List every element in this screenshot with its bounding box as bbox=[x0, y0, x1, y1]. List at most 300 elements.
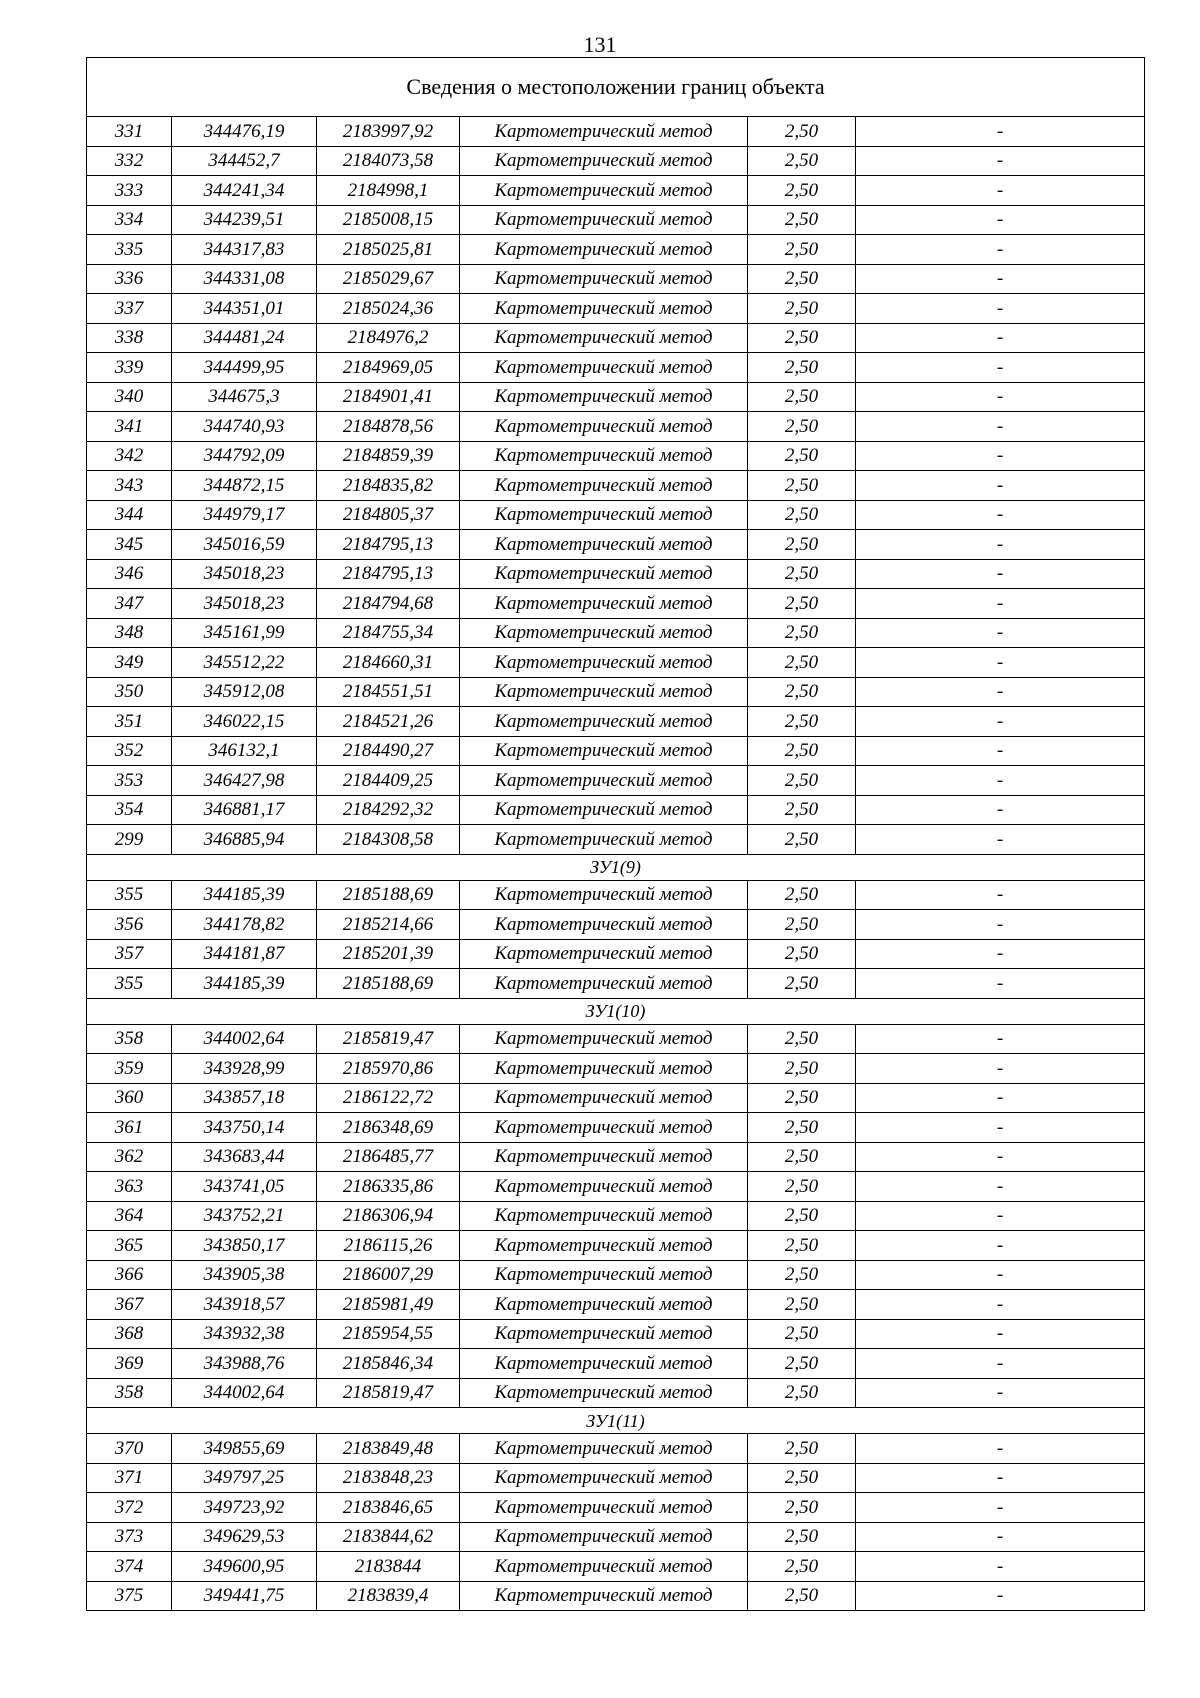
point-number-cell: 361 bbox=[87, 1113, 172, 1143]
point-number-cell: 364 bbox=[87, 1201, 172, 1231]
method-cell: Картометрический метод bbox=[460, 441, 748, 471]
point-number-cell: 366 bbox=[87, 1260, 172, 1290]
section-row bbox=[87, 998, 1145, 1024]
x-coordinate-cell: 344675,3 bbox=[172, 382, 317, 412]
x-coordinate-cell: 343683,44 bbox=[172, 1142, 317, 1172]
y-coordinate-cell: 2184795,13 bbox=[317, 559, 460, 589]
table-row bbox=[87, 117, 1145, 147]
accuracy-cell: 2,50 bbox=[748, 1552, 856, 1582]
description-cell: - bbox=[856, 1024, 1145, 1054]
x-coordinate-cell: 344178,82 bbox=[172, 910, 317, 940]
y-coordinate-cell: 2183844 bbox=[317, 1552, 460, 1582]
y-coordinate-cell: 2186007,29 bbox=[317, 1260, 460, 1290]
y-coordinate-cell: 2185819,47 bbox=[317, 1024, 460, 1054]
x-coordinate-cell: 349797,25 bbox=[172, 1463, 317, 1493]
point-number-cell: 367 bbox=[87, 1290, 172, 1320]
accuracy-cell: 2,50 bbox=[748, 910, 856, 940]
accuracy-cell: 2,50 bbox=[748, 1142, 856, 1172]
method-cell: Картометрический метод bbox=[460, 1290, 748, 1320]
accuracy-cell: 2,50 bbox=[748, 677, 856, 707]
y-coordinate-cell: 2184073,58 bbox=[317, 146, 460, 176]
accuracy-cell: 2,50 bbox=[748, 618, 856, 648]
method-cell: Картометрический метод bbox=[460, 1024, 748, 1054]
section-label: ЗУ1(11) bbox=[87, 1408, 1145, 1434]
table-row bbox=[87, 205, 1145, 235]
accuracy-cell: 2,50 bbox=[748, 795, 856, 825]
x-coordinate-cell: 344181,87 bbox=[172, 939, 317, 969]
table-row bbox=[87, 1290, 1145, 1320]
table-row bbox=[87, 677, 1145, 707]
description-cell: - bbox=[856, 736, 1145, 766]
accuracy-cell: 2,50 bbox=[748, 1231, 856, 1261]
table-row bbox=[87, 1434, 1145, 1464]
point-number-cell: 346 bbox=[87, 559, 172, 589]
accuracy-cell: 2,50 bbox=[748, 1083, 856, 1113]
table-row bbox=[87, 1552, 1145, 1582]
description-cell: - bbox=[856, 264, 1145, 294]
table-row bbox=[87, 441, 1145, 471]
table-row bbox=[87, 1378, 1145, 1408]
method-cell: Картометрический метод bbox=[460, 530, 748, 560]
x-coordinate-cell: 344476,19 bbox=[172, 117, 317, 147]
point-number-cell: 331 bbox=[87, 117, 172, 147]
method-cell: Картометрический метод bbox=[460, 1522, 748, 1552]
x-coordinate-cell: 343918,57 bbox=[172, 1290, 317, 1320]
method-cell: Картометрический метод bbox=[460, 825, 748, 855]
x-coordinate-cell: 343928,99 bbox=[172, 1054, 317, 1084]
x-coordinate-cell: 345018,23 bbox=[172, 589, 317, 619]
method-cell: Картометрический метод bbox=[460, 1434, 748, 1464]
accuracy-cell: 2,50 bbox=[748, 146, 856, 176]
description-cell: - bbox=[856, 1172, 1145, 1202]
x-coordinate-cell: 349723,92 bbox=[172, 1493, 317, 1523]
point-number-cell: 365 bbox=[87, 1231, 172, 1261]
method-cell: Картометрический метод bbox=[460, 1319, 748, 1349]
description-cell: - bbox=[856, 1142, 1145, 1172]
description-cell: - bbox=[856, 1463, 1145, 1493]
x-coordinate-cell: 345018,23 bbox=[172, 559, 317, 589]
table-row bbox=[87, 471, 1145, 501]
table-row bbox=[87, 1083, 1145, 1113]
x-coordinate-cell: 343752,21 bbox=[172, 1201, 317, 1231]
table-row bbox=[87, 1142, 1145, 1172]
accuracy-cell: 2,50 bbox=[748, 382, 856, 412]
y-coordinate-cell: 2184292,32 bbox=[317, 795, 460, 825]
accuracy-cell: 2,50 bbox=[748, 235, 856, 265]
accuracy-cell: 2,50 bbox=[748, 589, 856, 619]
x-coordinate-cell: 346885,94 bbox=[172, 825, 317, 855]
method-cell: Картометрический метод bbox=[460, 1493, 748, 1523]
description-cell: - bbox=[856, 1493, 1145, 1523]
table-row bbox=[87, 825, 1145, 855]
description-cell: - bbox=[856, 1552, 1145, 1582]
description-cell: - bbox=[856, 323, 1145, 353]
method-cell: Картометрический метод bbox=[460, 412, 748, 442]
description-cell: - bbox=[856, 471, 1145, 501]
point-number-cell: 354 bbox=[87, 795, 172, 825]
point-number-cell: 344 bbox=[87, 500, 172, 530]
y-coordinate-cell: 2183839,4 bbox=[317, 1581, 460, 1611]
x-coordinate-cell: 344740,93 bbox=[172, 412, 317, 442]
accuracy-cell: 2,50 bbox=[748, 825, 856, 855]
x-coordinate-cell: 343850,17 bbox=[172, 1231, 317, 1261]
table-row bbox=[87, 969, 1145, 999]
description-cell: - bbox=[856, 235, 1145, 265]
x-coordinate-cell: 344185,39 bbox=[172, 880, 317, 910]
method-cell: Картометрический метод bbox=[460, 353, 748, 383]
method-cell: Картометрический метод bbox=[460, 589, 748, 619]
point-number-cell: 348 bbox=[87, 618, 172, 648]
section-label: ЗУ1(10) bbox=[87, 998, 1145, 1024]
x-coordinate-cell: 343905,38 bbox=[172, 1260, 317, 1290]
point-number-cell: 341 bbox=[87, 412, 172, 442]
description-cell: - bbox=[856, 530, 1145, 560]
y-coordinate-cell: 2184409,25 bbox=[317, 766, 460, 796]
point-number-cell: 355 bbox=[87, 880, 172, 910]
accuracy-cell: 2,50 bbox=[748, 648, 856, 678]
point-number-cell: 342 bbox=[87, 441, 172, 471]
y-coordinate-cell: 2184490,27 bbox=[317, 736, 460, 766]
y-coordinate-cell: 2184859,39 bbox=[317, 441, 460, 471]
y-coordinate-cell: 2184969,05 bbox=[317, 353, 460, 383]
y-coordinate-cell: 2185846,34 bbox=[317, 1349, 460, 1379]
accuracy-cell: 2,50 bbox=[748, 766, 856, 796]
method-cell: Картометрический метод bbox=[460, 1113, 748, 1143]
point-number-cell: 353 bbox=[87, 766, 172, 796]
table-row bbox=[87, 648, 1145, 678]
y-coordinate-cell: 2183849,48 bbox=[317, 1434, 460, 1464]
x-coordinate-cell: 346881,17 bbox=[172, 795, 317, 825]
point-number-cell: 369 bbox=[87, 1349, 172, 1379]
description-cell: - bbox=[856, 559, 1145, 589]
method-cell: Картометрический метод bbox=[460, 500, 748, 530]
point-number-cell: 355 bbox=[87, 969, 172, 999]
method-cell: Картометрический метод bbox=[460, 235, 748, 265]
description-cell: - bbox=[856, 1113, 1145, 1143]
x-coordinate-cell: 343932,38 bbox=[172, 1319, 317, 1349]
method-cell: Картометрический метод bbox=[460, 1054, 748, 1084]
description-cell: - bbox=[856, 939, 1145, 969]
point-number-cell: 372 bbox=[87, 1493, 172, 1523]
method-cell: Картометрический метод bbox=[460, 294, 748, 324]
x-coordinate-cell: 344481,24 bbox=[172, 323, 317, 353]
accuracy-cell: 2,50 bbox=[748, 559, 856, 589]
x-coordinate-cell: 344241,34 bbox=[172, 176, 317, 206]
accuracy-cell: 2,50 bbox=[748, 1054, 856, 1084]
accuracy-cell: 2,50 bbox=[748, 264, 856, 294]
x-coordinate-cell: 344002,64 bbox=[172, 1378, 317, 1408]
description-cell: - bbox=[856, 441, 1145, 471]
table-row bbox=[87, 1054, 1145, 1084]
accuracy-cell: 2,50 bbox=[748, 117, 856, 147]
x-coordinate-cell: 346022,15 bbox=[172, 707, 317, 737]
point-number-cell: 362 bbox=[87, 1142, 172, 1172]
table-title-row bbox=[87, 58, 1145, 117]
y-coordinate-cell: 2184976,2 bbox=[317, 323, 460, 353]
method-cell: Картометрический метод bbox=[460, 146, 748, 176]
table-row bbox=[87, 1201, 1145, 1231]
y-coordinate-cell: 2184794,68 bbox=[317, 589, 460, 619]
description-cell: - bbox=[856, 969, 1145, 999]
method-cell: Картометрический метод bbox=[460, 648, 748, 678]
description-cell: - bbox=[856, 910, 1145, 940]
method-cell: Картометрический метод bbox=[460, 795, 748, 825]
table-row bbox=[87, 766, 1145, 796]
y-coordinate-cell: 2185214,66 bbox=[317, 910, 460, 940]
accuracy-cell: 2,50 bbox=[748, 969, 856, 999]
accuracy-cell: 2,50 bbox=[748, 205, 856, 235]
description-cell: - bbox=[856, 795, 1145, 825]
table-row bbox=[87, 176, 1145, 206]
point-number-cell: 333 bbox=[87, 176, 172, 206]
description-cell: - bbox=[856, 677, 1145, 707]
description-cell: - bbox=[856, 500, 1145, 530]
point-number-cell: 339 bbox=[87, 353, 172, 383]
method-cell: Картометрический метод bbox=[460, 559, 748, 589]
accuracy-cell: 2,50 bbox=[748, 323, 856, 353]
accuracy-cell: 2,50 bbox=[748, 441, 856, 471]
point-number-cell: 334 bbox=[87, 205, 172, 235]
table-row bbox=[87, 382, 1145, 412]
y-coordinate-cell: 2185008,15 bbox=[317, 205, 460, 235]
table-row bbox=[87, 618, 1145, 648]
point-number-cell: 338 bbox=[87, 323, 172, 353]
section-row bbox=[87, 1408, 1145, 1434]
accuracy-cell: 2,50 bbox=[748, 1260, 856, 1290]
description-cell: - bbox=[856, 880, 1145, 910]
y-coordinate-cell: 2184308,58 bbox=[317, 825, 460, 855]
method-cell: Картометрический метод bbox=[460, 176, 748, 206]
method-cell: Картометрический метод bbox=[460, 1463, 748, 1493]
method-cell: Картометрический метод bbox=[460, 264, 748, 294]
x-coordinate-cell: 344872,15 bbox=[172, 471, 317, 501]
description-cell: - bbox=[856, 589, 1145, 619]
y-coordinate-cell: 2184901,41 bbox=[317, 382, 460, 412]
method-cell: Картометрический метод bbox=[460, 471, 748, 501]
method-cell: Картометрический метод bbox=[460, 382, 748, 412]
y-coordinate-cell: 2184795,13 bbox=[317, 530, 460, 560]
method-cell: Картометрический метод bbox=[460, 1552, 748, 1582]
description-cell: - bbox=[856, 353, 1145, 383]
point-number-cell: 337 bbox=[87, 294, 172, 324]
method-cell: Картометрический метод bbox=[460, 1349, 748, 1379]
point-number-cell: 299 bbox=[87, 825, 172, 855]
table-row bbox=[87, 1463, 1145, 1493]
x-coordinate-cell: 349441,75 bbox=[172, 1581, 317, 1611]
description-cell: - bbox=[856, 618, 1145, 648]
method-cell: Картометрический метод bbox=[460, 969, 748, 999]
accuracy-cell: 2,50 bbox=[748, 939, 856, 969]
point-number-cell: 358 bbox=[87, 1378, 172, 1408]
table-row bbox=[87, 795, 1145, 825]
point-number-cell: 359 bbox=[87, 1054, 172, 1084]
description-cell: - bbox=[856, 1201, 1145, 1231]
table-row bbox=[87, 1231, 1145, 1261]
accuracy-cell: 2,50 bbox=[748, 294, 856, 324]
point-number-cell: 347 bbox=[87, 589, 172, 619]
y-coordinate-cell: 2185025,81 bbox=[317, 235, 460, 265]
accuracy-cell: 2,50 bbox=[748, 1522, 856, 1552]
point-number-cell: 374 bbox=[87, 1552, 172, 1582]
y-coordinate-cell: 2186348,69 bbox=[317, 1113, 460, 1143]
accuracy-cell: 2,50 bbox=[748, 880, 856, 910]
point-number-cell: 368 bbox=[87, 1319, 172, 1349]
point-number-cell: 375 bbox=[87, 1581, 172, 1611]
accuracy-cell: 2,50 bbox=[748, 1172, 856, 1202]
description-cell: - bbox=[856, 382, 1145, 412]
point-number-cell: 349 bbox=[87, 648, 172, 678]
point-number-cell: 356 bbox=[87, 910, 172, 940]
x-coordinate-cell: 344351,01 bbox=[172, 294, 317, 324]
description-cell: - bbox=[856, 825, 1145, 855]
table-row bbox=[87, 939, 1145, 969]
x-coordinate-cell: 345512,22 bbox=[172, 648, 317, 678]
table-row bbox=[87, 1172, 1145, 1202]
x-coordinate-cell: 344239,51 bbox=[172, 205, 317, 235]
table-row bbox=[87, 1319, 1145, 1349]
y-coordinate-cell: 2186485,77 bbox=[317, 1142, 460, 1172]
y-coordinate-cell: 2186306,94 bbox=[317, 1201, 460, 1231]
point-number-cell: 340 bbox=[87, 382, 172, 412]
method-cell: Картометрический метод bbox=[460, 677, 748, 707]
method-cell: Картометрический метод bbox=[460, 880, 748, 910]
y-coordinate-cell: 2183997,92 bbox=[317, 117, 460, 147]
x-coordinate-cell: 344979,17 bbox=[172, 500, 317, 530]
description-cell: - bbox=[856, 1434, 1145, 1464]
point-number-cell: 345 bbox=[87, 530, 172, 560]
accuracy-cell: 2,50 bbox=[748, 1024, 856, 1054]
y-coordinate-cell: 2185029,67 bbox=[317, 264, 460, 294]
y-coordinate-cell: 2185201,39 bbox=[317, 939, 460, 969]
point-number-cell: 358 bbox=[87, 1024, 172, 1054]
page-number: 131 bbox=[583, 32, 617, 57]
description-cell: - bbox=[856, 1378, 1145, 1408]
x-coordinate-cell: 344331,08 bbox=[172, 264, 317, 294]
table-row bbox=[87, 530, 1145, 560]
y-coordinate-cell: 2185188,69 bbox=[317, 969, 460, 999]
x-coordinate-cell: 345161,99 bbox=[172, 618, 317, 648]
section-label: ЗУ1(9) bbox=[87, 854, 1145, 880]
y-coordinate-cell: 2186122,72 bbox=[317, 1083, 460, 1113]
table-row bbox=[87, 412, 1145, 442]
y-coordinate-cell: 2185024,36 bbox=[317, 294, 460, 324]
table-row bbox=[87, 1260, 1145, 1290]
description-cell: - bbox=[856, 1581, 1145, 1611]
x-coordinate-cell: 344317,83 bbox=[172, 235, 317, 265]
method-cell: Картометрический метод bbox=[460, 1260, 748, 1290]
method-cell: Картометрический метод bbox=[460, 1581, 748, 1611]
section-row bbox=[87, 854, 1145, 880]
table-row bbox=[87, 146, 1145, 176]
point-number-cell: 352 bbox=[87, 736, 172, 766]
method-cell: Картометрический метод bbox=[460, 766, 748, 796]
table-row bbox=[87, 589, 1145, 619]
x-coordinate-cell: 343988,76 bbox=[172, 1349, 317, 1379]
y-coordinate-cell: 2184835,82 bbox=[317, 471, 460, 501]
method-cell: Картометрический метод bbox=[460, 618, 748, 648]
x-coordinate-cell: 343857,18 bbox=[172, 1083, 317, 1113]
y-coordinate-cell: 2185954,55 bbox=[317, 1319, 460, 1349]
point-number-cell: 336 bbox=[87, 264, 172, 294]
table-row bbox=[87, 323, 1145, 353]
accuracy-cell: 2,50 bbox=[748, 736, 856, 766]
point-number-cell: 351 bbox=[87, 707, 172, 737]
accuracy-cell: 2,50 bbox=[748, 1463, 856, 1493]
table-row bbox=[87, 1522, 1145, 1552]
description-cell: - bbox=[856, 176, 1145, 206]
table-row bbox=[87, 736, 1145, 766]
table-row bbox=[87, 1493, 1145, 1523]
y-coordinate-cell: 2184755,34 bbox=[317, 618, 460, 648]
description-cell: - bbox=[856, 205, 1145, 235]
y-coordinate-cell: 2184805,37 bbox=[317, 500, 460, 530]
table-row bbox=[87, 235, 1145, 265]
y-coordinate-cell: 2185819,47 bbox=[317, 1378, 460, 1408]
method-cell: Картометрический метод bbox=[460, 910, 748, 940]
x-coordinate-cell: 344185,39 bbox=[172, 969, 317, 999]
x-coordinate-cell: 349629,53 bbox=[172, 1522, 317, 1552]
y-coordinate-cell: 2184551,51 bbox=[317, 677, 460, 707]
table-row bbox=[87, 500, 1145, 530]
point-number-cell: 343 bbox=[87, 471, 172, 501]
description-cell: - bbox=[856, 294, 1145, 324]
table-row bbox=[87, 1581, 1145, 1611]
table-row bbox=[87, 1024, 1145, 1054]
description-cell: - bbox=[856, 1260, 1145, 1290]
y-coordinate-cell: 2183844,62 bbox=[317, 1522, 460, 1552]
y-coordinate-cell: 2184660,31 bbox=[317, 648, 460, 678]
boundary-coordinates-table bbox=[86, 57, 1145, 1611]
point-number-cell: 363 bbox=[87, 1172, 172, 1202]
accuracy-cell: 2,50 bbox=[748, 176, 856, 206]
accuracy-cell: 2,50 bbox=[748, 707, 856, 737]
accuracy-cell: 2,50 bbox=[748, 1113, 856, 1143]
table-row bbox=[87, 294, 1145, 324]
point-number-cell: 370 bbox=[87, 1434, 172, 1464]
x-coordinate-cell: 345016,59 bbox=[172, 530, 317, 560]
accuracy-cell: 2,50 bbox=[748, 1493, 856, 1523]
accuracy-cell: 2,50 bbox=[748, 500, 856, 530]
y-coordinate-cell: 2186335,86 bbox=[317, 1172, 460, 1202]
description-cell: - bbox=[856, 1083, 1145, 1113]
table-row bbox=[87, 910, 1145, 940]
point-number-cell: 335 bbox=[87, 235, 172, 265]
x-coordinate-cell: 345912,08 bbox=[172, 677, 317, 707]
x-coordinate-cell: 343750,14 bbox=[172, 1113, 317, 1143]
method-cell: Картометрический метод bbox=[460, 1231, 748, 1261]
table-row bbox=[87, 707, 1145, 737]
description-cell: - bbox=[856, 1319, 1145, 1349]
accuracy-cell: 2,50 bbox=[748, 1434, 856, 1464]
x-coordinate-cell: 349600,95 bbox=[172, 1552, 317, 1582]
accuracy-cell: 2,50 bbox=[748, 1201, 856, 1231]
accuracy-cell: 2,50 bbox=[748, 1319, 856, 1349]
method-cell: Картометрический метод bbox=[460, 1201, 748, 1231]
method-cell: Картометрический метод bbox=[460, 736, 748, 766]
x-coordinate-cell: 344792,09 bbox=[172, 441, 317, 471]
method-cell: Картометрический метод bbox=[460, 1172, 748, 1202]
accuracy-cell: 2,50 bbox=[748, 353, 856, 383]
y-coordinate-cell: 2185981,49 bbox=[317, 1290, 460, 1320]
description-cell: - bbox=[856, 1290, 1145, 1320]
method-cell: Картометрический метод bbox=[460, 117, 748, 147]
y-coordinate-cell: 2184521,26 bbox=[317, 707, 460, 737]
accuracy-cell: 2,50 bbox=[748, 1290, 856, 1320]
description-cell: - bbox=[856, 648, 1145, 678]
x-coordinate-cell: 349855,69 bbox=[172, 1434, 317, 1464]
point-number-cell: 373 bbox=[87, 1522, 172, 1552]
y-coordinate-cell: 2183846,65 bbox=[317, 1493, 460, 1523]
